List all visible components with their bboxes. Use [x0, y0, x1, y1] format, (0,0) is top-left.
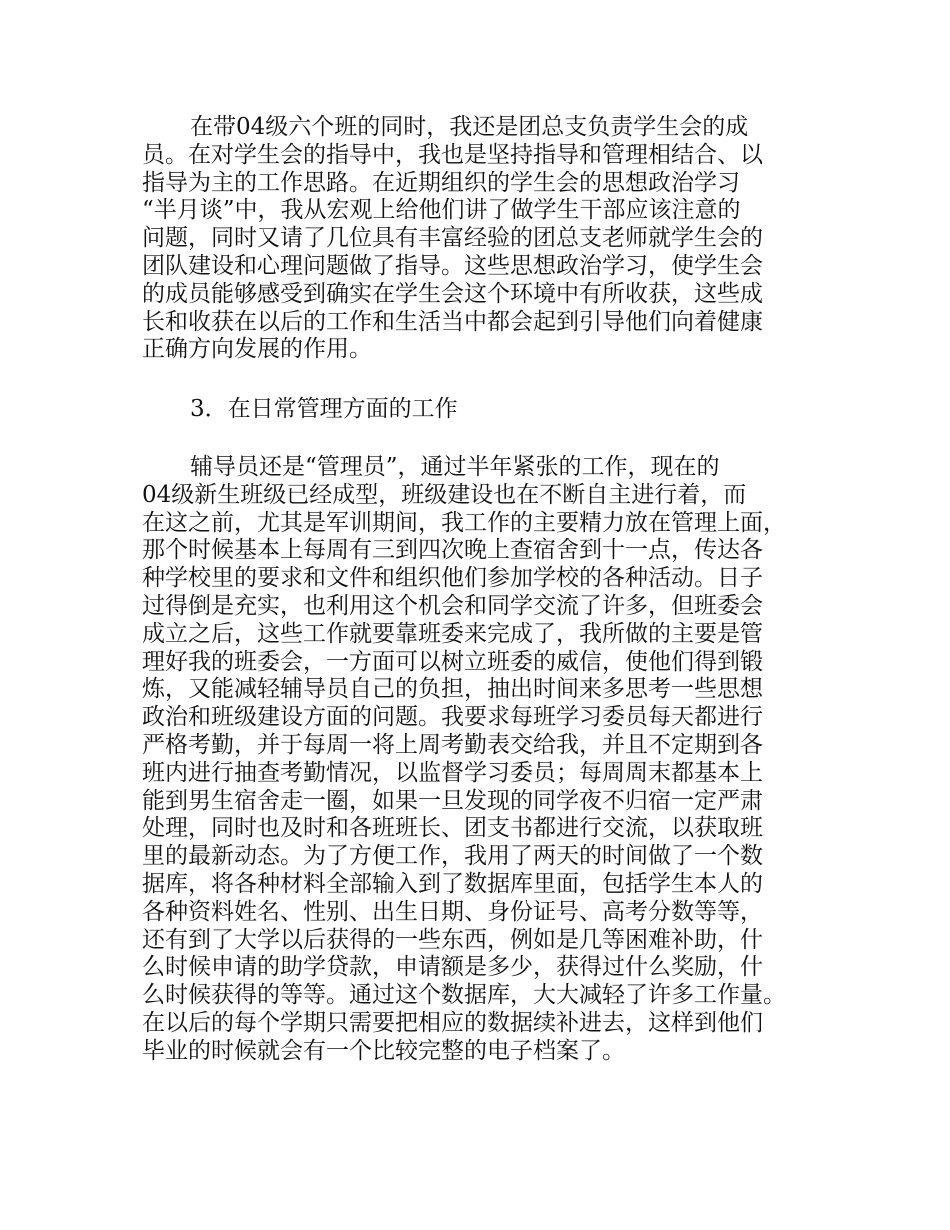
paragraph-2: [142, 454, 832, 1066]
paragraph-line: 理好我的班委会，一方面可以树立班委的威信，使他们得到锻: [142, 648, 763, 675]
paragraph-line: 毕业的时候就会有一个比较完整的电子档案了。: [142, 1037, 625, 1064]
heading-text: 3．在日常管理方面的工作: [190, 396, 458, 422]
paragraph-line: 么时候获得的等等。通过这个数据库，大大减轻了许多工作量。: [142, 982, 786, 1009]
paragraph-line: 里的最新动态。为了方便工作，我用了两天的时间做了一个数: [142, 843, 763, 870]
paragraph-line: 处理，同时也及时和各班班长、团支书都进行交流，以获取班: [142, 815, 763, 842]
paragraph-line: 还有到了大学以后获得的一些东西，例如是几等困难补助，什: [142, 926, 763, 953]
paragraph-line: 的成员能够感受到确实在学生会这个环境中有所收获，这些成: [142, 280, 763, 307]
paragraph-line: 在以后的每个学期只需要把相应的数据续补进去，这样到他们: [142, 1009, 763, 1036]
paragraph-line: 种学校里的要求和文件和组织他们参加学校的各种活动。日子: [142, 565, 763, 592]
paragraph-line: 长和收获在以后的工作和生活当中都会起到引导他们向着健康: [142, 308, 763, 335]
paragraph-line: 指导为主的工作思路。在近期组织的学生会的思想政治学习: [142, 169, 740, 196]
paragraph-line: 成立之后，这些工作就要靠班委来完成了，我所做的主要是管: [142, 620, 763, 647]
paragraph-line: 炼，又能减轻辅导员自己的负担，抽出时间来多思考一些思想: [142, 676, 763, 703]
paragraph-line: 在这之前，尤其是军训期间，我工作的主要精力放在管理上面，: [142, 509, 786, 536]
paragraph-line: 在带04级六个班的同时，我还是团总支负责学生会的成: [190, 114, 749, 140]
paragraph-line: 04级新生班级已经成型，班级建设也在不断自主进行着，而: [142, 481, 747, 508]
paragraph-line: “半月谈”中，我从宏观上给他们讲了做学生干部应该注意的: [142, 197, 741, 224]
section-heading: [142, 396, 832, 424]
paragraph-1: [142, 114, 832, 364]
paragraph-line: 辅导员还是“管理员”，通过半年紧张的工作，现在的: [190, 454, 720, 480]
paragraph-line: 员。在对学生会的指导中，我也是坚持指导和管理相结合、以: [142, 141, 763, 168]
paragraph-line: 过得倒是充实，也利用这个机会和同学交流了许多，但班委会: [142, 592, 763, 619]
paragraph-line: 那个时候基本上每周有三到四次晚上查宿舍到十一点，传达各: [142, 537, 763, 564]
paragraph-line: 问题，同时又请了几位具有丰富经验的团总支老师就学生会的: [142, 225, 763, 252]
paragraph-line: 严格考勤，并于每周一将上周考勤表交给我，并且不定期到各: [142, 731, 763, 758]
paragraph-line: 班内进行抽查考勤情况，以监督学习委员；每周周末都基本上: [142, 759, 763, 786]
paragraph-line: 团队建设和心理问题做了指导。这些思想政治学习，使学生会: [142, 252, 763, 279]
paragraph-line: 政治和班级建设方面的问题。我要求每班学习委员每天都进行: [142, 704, 763, 731]
paragraph-line: 各种资料姓名、性别、出生日期、身份证号、高考分数等等，: [142, 898, 763, 925]
paragraph-line: 据库，将各种材料全部输入到了数据库里面，包括学生本人的: [142, 870, 763, 897]
paragraph-line: 么时候申请的助学贷款，申请额是多少，获得过什么奖励，什: [142, 954, 763, 981]
paragraph-line: 能到男生宿舍走一圈，如果一旦发现的同学夜不归宿一定严肃: [142, 787, 763, 814]
paragraph-line: 正确方向发展的作用。: [142, 336, 372, 363]
